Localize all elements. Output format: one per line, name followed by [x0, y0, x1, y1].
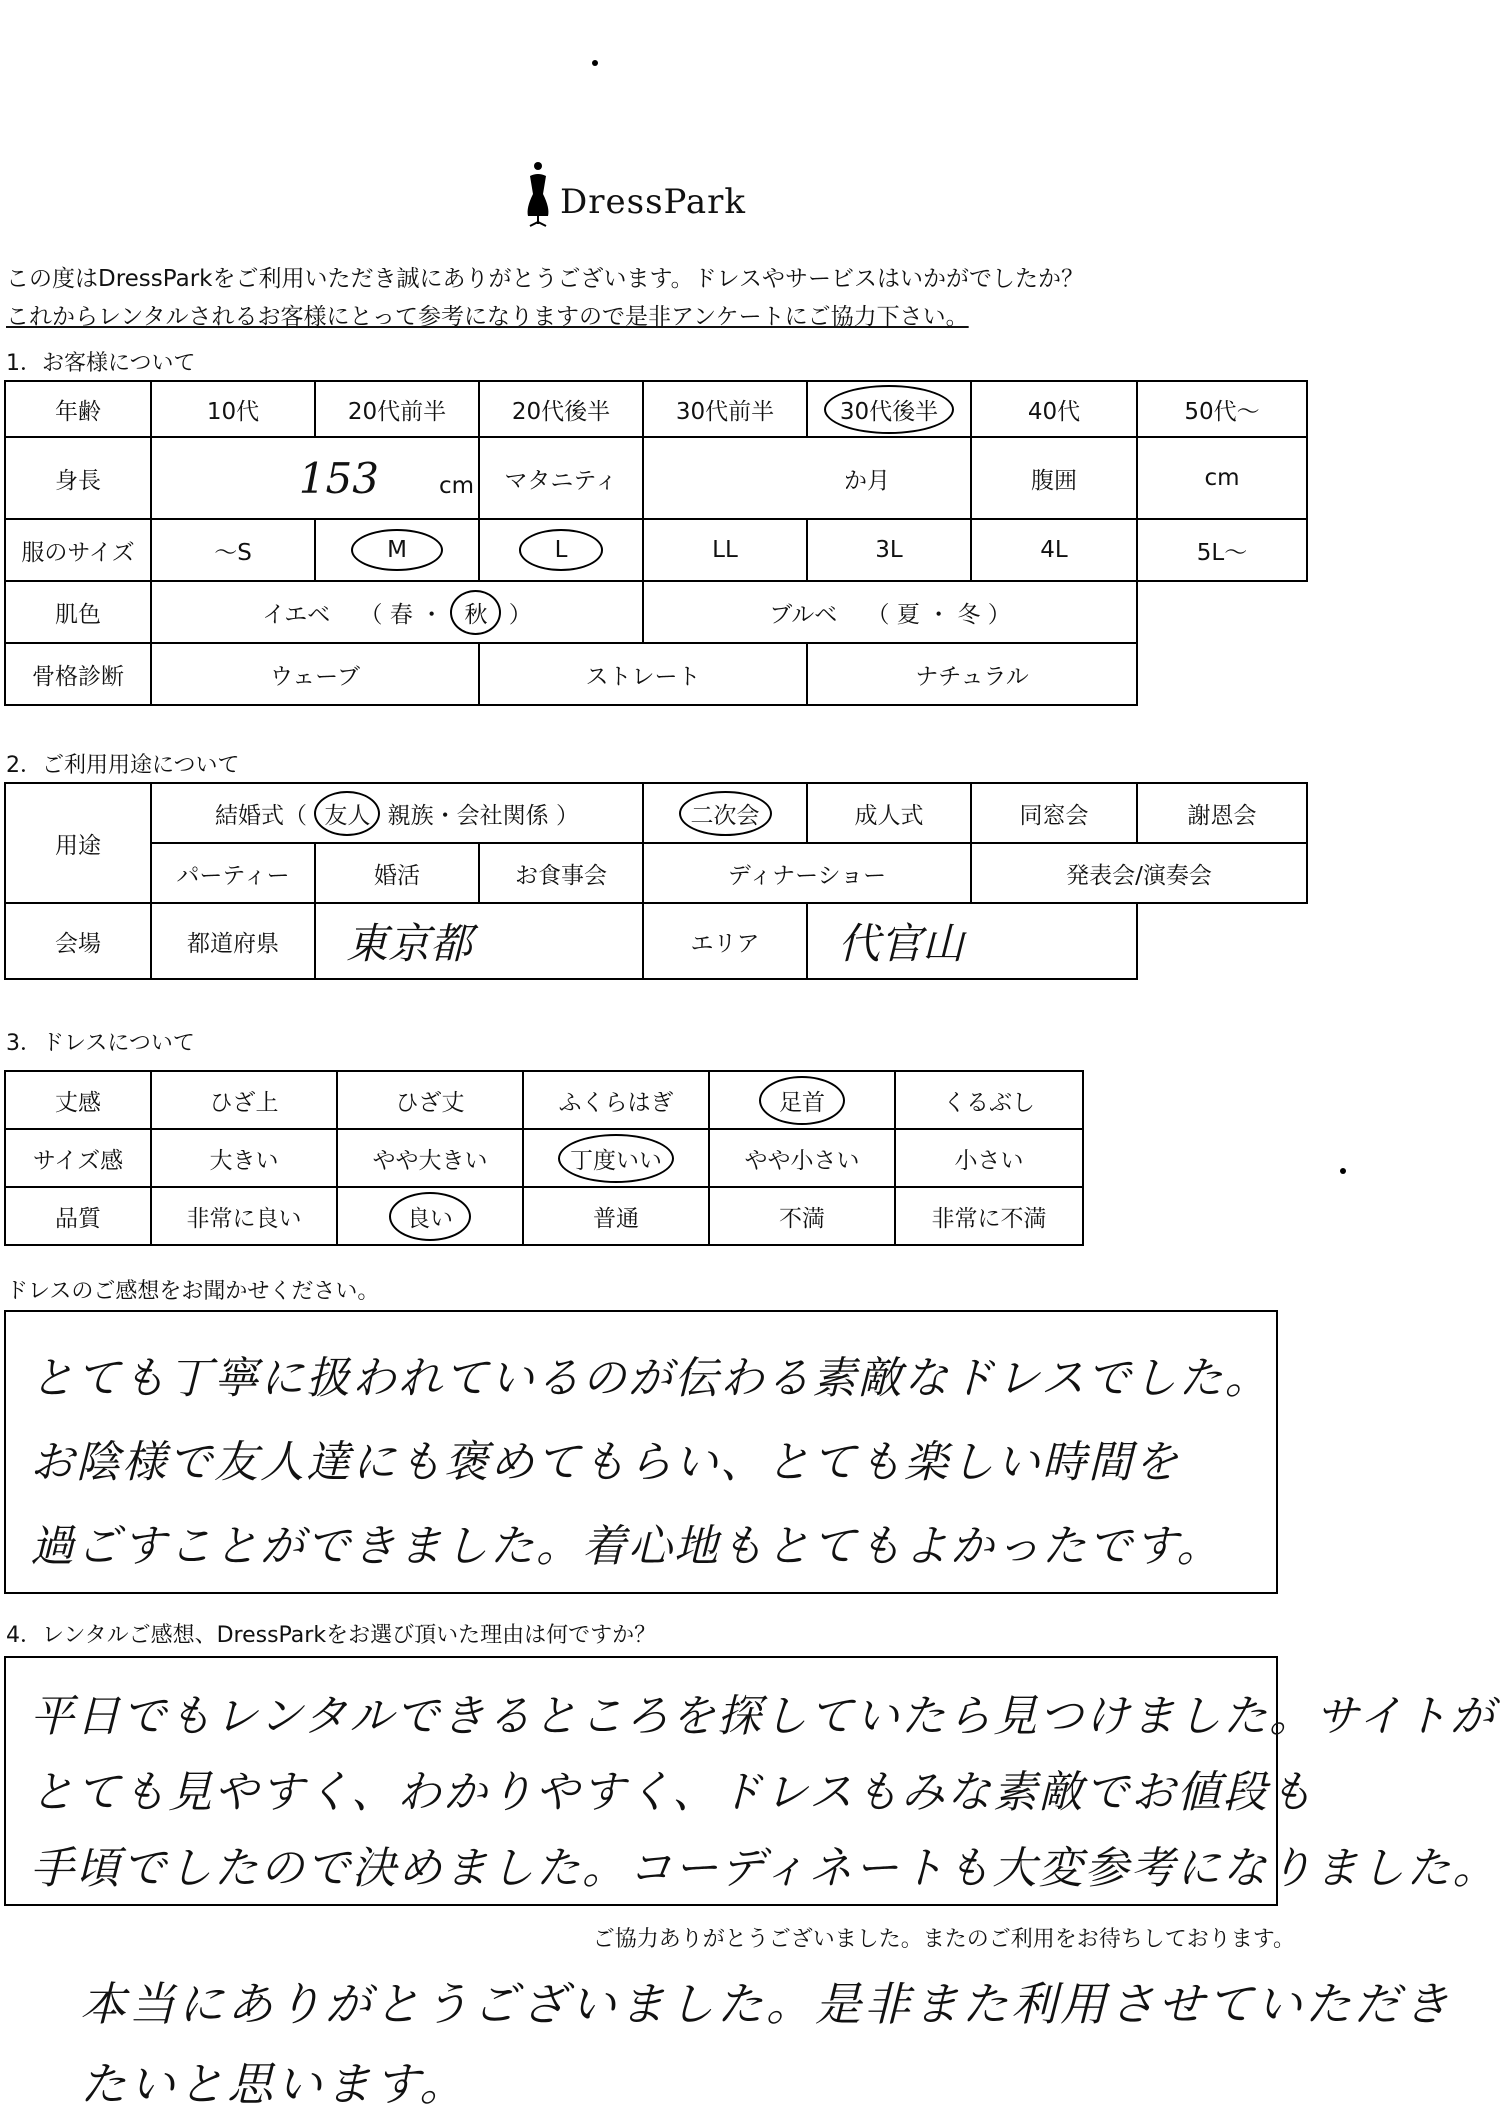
length-label: 丈感	[5, 1071, 151, 1129]
speck	[1340, 1168, 1346, 1174]
size-option[interactable]: 3L	[807, 519, 971, 581]
quality-option[interactable]: 非常に不満	[895, 1187, 1083, 1245]
age-option-selected[interactable]	[807, 381, 971, 437]
intro-line-2: これからレンタルされるお客様にとって参考になりますので是非アンケートにご協力下さい。	[6, 304, 969, 330]
brand-logo	[520, 160, 780, 230]
impressions-line: 過ごすことができました。着心地もとてもよかったです。	[30, 1521, 1223, 1572]
pref-label: 都道府県	[151, 903, 315, 979]
fit-option[interactable]: 小さい	[895, 1129, 1083, 1187]
skin-burube[interactable]	[643, 581, 1137, 643]
purpose-option[interactable]: 婚活	[315, 843, 479, 903]
size-label: 服のサイズ	[5, 519, 151, 581]
brand-name: DressPark	[560, 182, 747, 222]
quality-option-selected[interactable]	[337, 1187, 523, 1245]
skin-ieve[interactable]	[151, 581, 643, 643]
fit-option-selected[interactable]	[523, 1129, 709, 1187]
size-option[interactable]: LL	[643, 519, 807, 581]
reason-line: 手頃でしたので決めました。コーディネートも大変参考になりました。	[30, 1843, 1499, 1894]
age-option[interactable]: 50代～	[1137, 381, 1307, 437]
size-option-selected[interactable]	[315, 519, 479, 581]
area-label: エリア	[643, 903, 807, 979]
age-option[interactable]: 40代	[971, 381, 1137, 437]
quality-label: 品質	[5, 1187, 151, 1245]
closing-thanks: ご協力ありがとうございました。またのご利用をお待ちしております。	[592, 1927, 1295, 1952]
height-unit: cm	[438, 472, 474, 499]
closing-line: 本当にありがとうございました。是非また利用させていただき	[80, 1977, 1452, 2031]
fit-label: サイズ感	[5, 1129, 151, 1187]
section-2-title: 2．ご利用用途について	[6, 753, 240, 778]
impressions-line: とても丁寧に扱われているのが伝わる素敵なドレスでした。	[30, 1353, 1271, 1404]
section-3-title: 3．ドレスについて	[6, 1031, 195, 1056]
selection-circle: 友人	[314, 791, 380, 836]
pref-value: 東京都	[346, 919, 473, 968]
maternity-label: マタニティ	[479, 437, 643, 519]
frame-option[interactable]: ナチュラル	[807, 643, 1137, 705]
intro-line-1: この度はDressParkをご利用いただき誠にありがとうございます。ドレスやサービスはいかがでしたか？	[6, 266, 1084, 292]
age-option[interactable]: 10代	[151, 381, 315, 437]
quality-option[interactable]: 不満	[709, 1187, 895, 1245]
area-field[interactable]	[807, 903, 1137, 979]
blank-cell	[1137, 903, 1307, 979]
purpose-option[interactable]: パーティー	[151, 843, 315, 903]
size-option[interactable]: ～S	[151, 519, 315, 581]
reason-line: とても見やすく、わかりやすく、ドレスもみな素敵でお値段も	[30, 1767, 1315, 1818]
burube-label: ブルベ	[769, 601, 838, 628]
closing-line: たいと思います。	[80, 2057, 469, 2111]
purpose-option[interactable]: ディナーショー	[643, 843, 971, 903]
frame-label: 骨格診断	[5, 643, 151, 705]
frame-option[interactable]: ウェーブ	[151, 643, 479, 705]
height-label: 身長	[5, 437, 151, 519]
selection-circle: 足首	[759, 1076, 845, 1125]
impressions-prompt: ドレスのご感想をお聞かせください。	[6, 1279, 380, 1304]
quality-option[interactable]: 普通	[523, 1187, 709, 1245]
purpose-option[interactable]: 同窓会	[971, 783, 1137, 843]
reason-box[interactable]	[4, 1656, 1499, 1906]
wedding-option[interactable]	[151, 783, 643, 843]
blank-cell	[1137, 643, 1307, 705]
skin-label: 肌色	[5, 581, 151, 643]
selection-circle: 二次会	[679, 791, 772, 836]
impressions-box[interactable]	[4, 1310, 1278, 1594]
waist-label: 腹囲	[971, 437, 1137, 519]
venue-label: 会場	[5, 903, 151, 979]
age-option[interactable]: 20代後半	[479, 381, 643, 437]
maternity-field[interactable]: か月	[643, 437, 971, 519]
length-option[interactable]: ひざ丈	[337, 1071, 523, 1129]
section-4-title: 4．レンタルご感想、DressParkをお選び頂いた理由は何ですか？	[6, 1623, 657, 1648]
selection-circle: M	[351, 529, 443, 571]
age-label: 年齢	[5, 381, 151, 437]
purpose-option[interactable]: 発表会/演奏会	[971, 843, 1307, 903]
fit-option[interactable]: やや小さい	[709, 1129, 895, 1187]
purpose-option[interactable]: 謝恩会	[1137, 783, 1307, 843]
age-option[interactable]: 20代前半	[315, 381, 479, 437]
impressions-line: お陰様で友人達にも褒めてもらい、とても楽しい時間を	[30, 1437, 1180, 1488]
waist-field[interactable]: cm	[1137, 437, 1307, 519]
selection-circle: 良い	[389, 1192, 471, 1241]
selection-circle: 秋	[450, 590, 501, 635]
reason-line: 平日でもレンタルできるところを探していたら見つけました。サイトが	[30, 1691, 1497, 1742]
age-option[interactable]: 30代前半	[643, 381, 807, 437]
ieve-label: イエベ	[262, 601, 331, 628]
size-option-selected[interactable]	[479, 519, 643, 581]
length-option[interactable]: ひざ上	[151, 1071, 337, 1129]
purpose-option-selected[interactable]	[643, 783, 807, 843]
size-option[interactable]: 5L～	[1137, 519, 1307, 581]
blank-cell	[1137, 581, 1307, 643]
length-option[interactable]: ふくらはぎ	[523, 1071, 709, 1129]
purpose-option[interactable]: お食事会	[479, 843, 643, 903]
dress-table	[4, 1070, 1084, 1246]
ieve-close: ）	[508, 601, 532, 628]
ieve-open: （ 春 ・	[359, 601, 444, 628]
height-field[interactable]	[151, 437, 479, 519]
size-option[interactable]: 4L	[971, 519, 1137, 581]
wedding-prefix: 結婚式（	[215, 802, 308, 829]
selection-circle: 丁度いい	[558, 1134, 674, 1183]
pref-field[interactable]	[315, 903, 643, 979]
wedding-suffix: 親族・会社関係 ）	[387, 802, 579, 829]
dress-form-icon	[520, 160, 556, 230]
purpose-label: 用途	[5, 783, 151, 903]
length-option-selected[interactable]	[709, 1071, 895, 1129]
section-1-title: 1．お客様について	[6, 351, 196, 376]
frame-option[interactable]: ストレート	[479, 643, 807, 705]
length-option[interactable]: くるぶし	[895, 1071, 1083, 1129]
purpose-table	[4, 782, 1308, 980]
quality-option[interactable]: 非常に良い	[151, 1187, 337, 1245]
fit-option[interactable]: やや大きい	[337, 1129, 523, 1187]
speck	[592, 60, 598, 66]
selection-circle: 30代後半	[824, 385, 954, 434]
customer-table	[4, 380, 1308, 706]
fit-option[interactable]: 大きい	[151, 1129, 337, 1187]
burube-options: （ 夏 ・ 冬 ）	[866, 601, 1011, 628]
purpose-option[interactable]: 成人式	[807, 783, 971, 843]
selection-circle: L	[519, 529, 604, 571]
area-value: 代官山	[838, 919, 965, 968]
height-value: 153	[298, 453, 379, 503]
